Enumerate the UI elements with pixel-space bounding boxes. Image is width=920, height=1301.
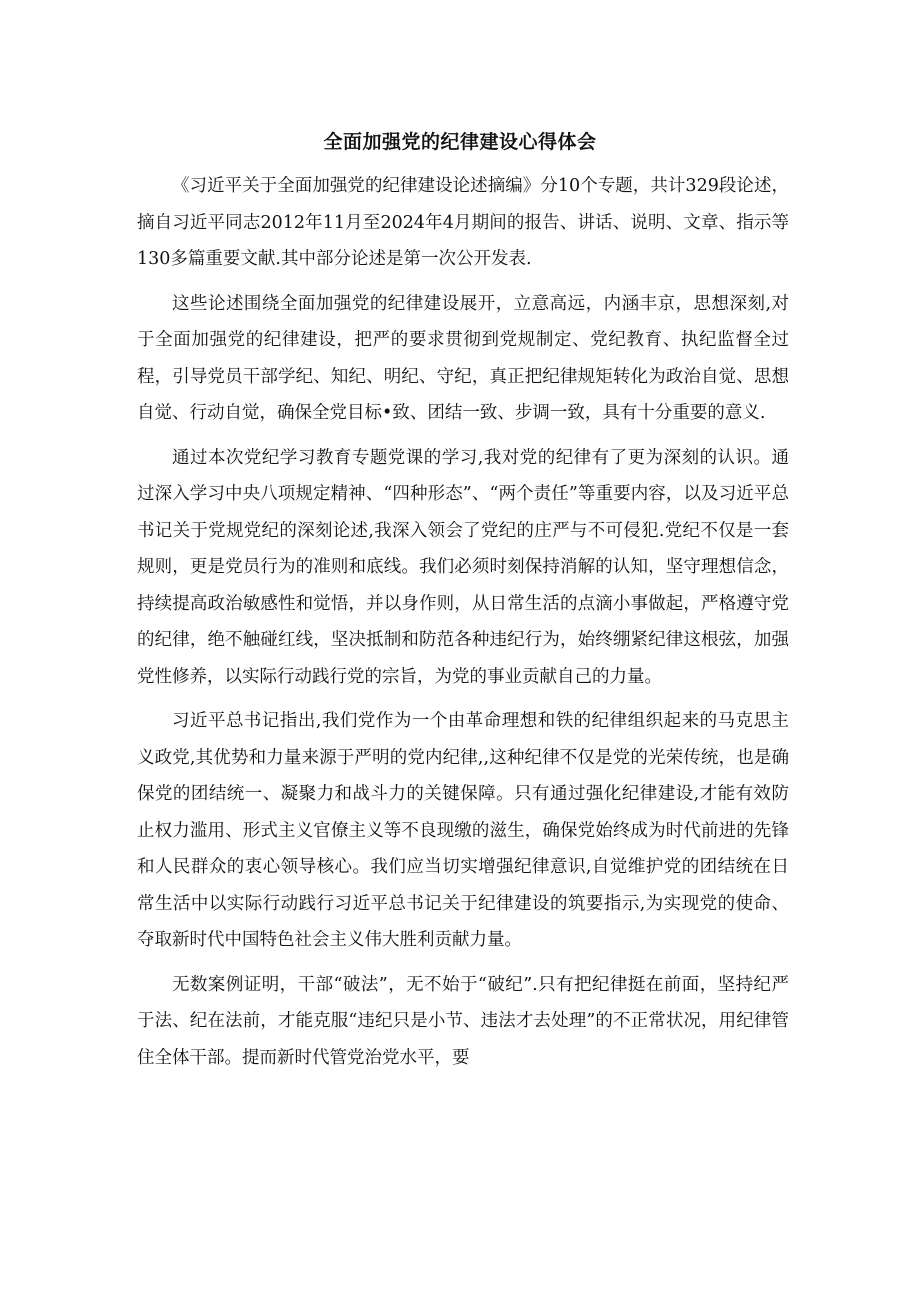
paragraph-1: 《习近平关于全面加强党的纪律建设论述摘编》分10个专题，共计329段论述，摘自习近平同志2012年11月至2024年4月期间的报告、讲话、说明、文章、指示等130多篇重要文献.其中部分论述是第一次公开发表. <box>137 176 789 269</box>
paragraph-3: 通过本次党纪学习教育专题党课的学习,我对党的纪律有了更为深刻的认识。通过深入学习中央八项规定精神、“四种形态”、“两个责任”等重要内容，以及习近平总书记关于党规党纪的深刻论述,我深入领会了党纪的庄严与不可侵犯.党纪不仅是一套规则，更是党员行为的准则和底线。我们必须时刻保持消解的认知，坚守理想信念，持续提高政治敏感性和觉悟，并以身作则，从日常生活的点滴小事做起，严格遵守党的纪律，绝不触碰红线，坚决抵制和防范各种违纪行为，始终绷紧纪律这根弦，加强党性修养，以实际行动践行党的宗旨，为党的事业贡献自己的力量。 <box>137 447 789 687</box>
document-title: 全面加强党的纪律建设心得体会 <box>323 131 597 153</box>
paragraph-5: 无数案例证明，干部“破法”，无不始于“破纪”.只有把纪律挺在前面，坚持纪严于法、纪在法前，才能克服“违纪只是小节、违法才去处理”的不正常状况，用纪律管住全体干部。提而新时代管党治党水平，要 <box>137 974 789 1068</box>
paragraph-4: 习近平总书记指出,我们党作为一个由革命理想和铁的纪律组织起来的马克思主义政党,其优势和力量来源于严明的党内纪律,,这种纪律不仅是党的光荣传统，也是确保党的团结统一、凝聚力和战斗力的关键保障。只有通过强化纪律建设,才能有效防止权力滥用、形式主义官僚主义等不良现缴的滋生，确保党始终成为时代前进的先锋和人民群众的衷心领导核心。我们应当切实增强纪律意识,自觉维护党的团结统在日常生活中以实际行动践行习近平总书记关于纪律建设的筑要指示,为实现党的使命、夺取新时代中国特色社会主义伟大胜利贡献力量。 <box>137 711 789 950</box>
document-body <box>137 168 789 1084</box>
paragraph-2: 这些论述围绕全面加强党的纪律建设展开，立意高远，内涵丰京，思想深刻,对于全面加强党的纪律建设，把严的要求贯彻到党规制定、党纪教育、执纪监督全过程，引导党员干部学纪、知纪、明纪、守纪，真正把纪律规矩转化为政治自觉、思想自觉、行动自觉，确保全党目标•致、团结一致、步调一致，具有十分重要的意义. <box>137 293 789 423</box>
